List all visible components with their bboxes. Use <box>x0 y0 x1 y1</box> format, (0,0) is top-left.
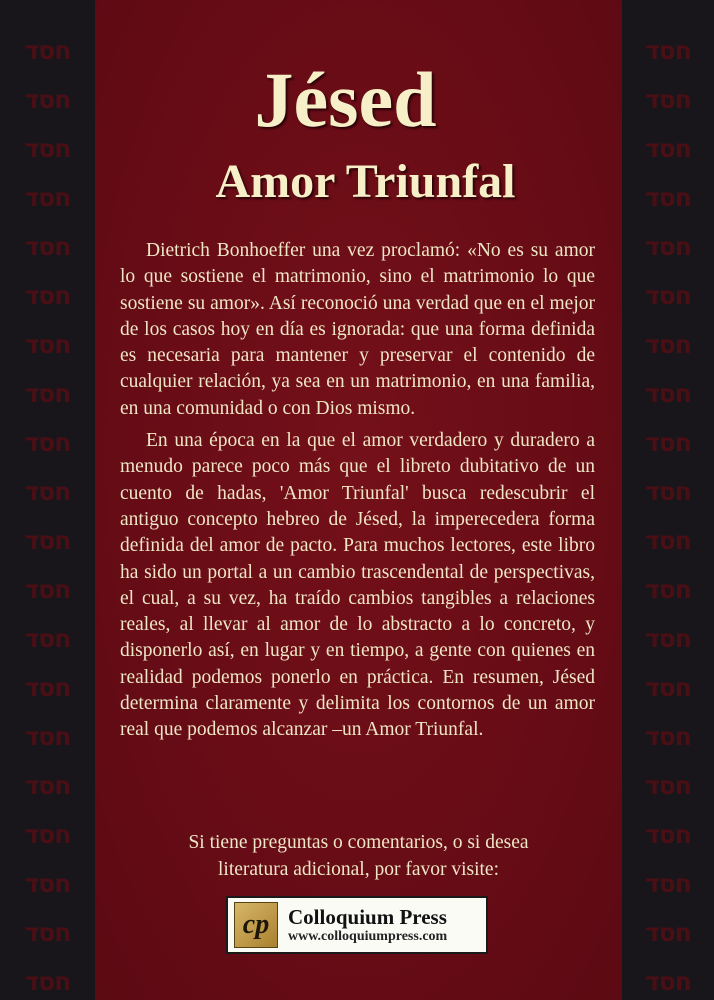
book-subtitle: Amor Triunfal <box>215 155 516 208</box>
hebrew-hesed-mark: חסד <box>645 575 691 604</box>
left-side-pattern <box>0 0 95 1000</box>
hebrew-hesed-mark: חסד <box>645 281 691 310</box>
hebrew-hesed-mark: חסד <box>24 232 71 261</box>
hebrew-hesed-mark: חסד <box>24 575 71 604</box>
hebrew-hesed-mark: חסד <box>24 36 71 65</box>
contact-note <box>95 829 622 883</box>
hebrew-hesed-mark: חסד <box>645 477 691 506</box>
blurb-text <box>120 238 595 750</box>
right-side-pattern <box>622 0 714 1000</box>
hebrew-hesed-mark: חסד <box>645 85 691 114</box>
contact-line-2: literatura adicional, por favor visite: <box>217 859 500 880</box>
hebrew-hesed-mark: חסד <box>24 281 71 310</box>
hebrew-hesed-mark: חסד <box>24 918 71 947</box>
blurb-paragraph-1: Dietrich Bonhoeffer una vez proclamó: «No es su amor lo que sostiene el matrimonio, sino el matrimonio lo que sostiene su amor». Así reconoció una verdad que en el mejor de los casos hoy en día es ignorada: que una forma definida es necesaria para mantener y preservar el contenido de cualquier relación, ya sea en un matrimonio, en una familia, en una comunidad o con Dios mismo. <box>120 240 595 419</box>
publisher-text <box>288 905 447 945</box>
hebrew-hesed-mark: חסד <box>24 379 71 408</box>
hebrew-hesed-mark: חסד <box>645 918 691 947</box>
hebrew-hesed-mark: חסד <box>645 526 691 555</box>
hebrew-hesed-mark: חסד <box>24 183 71 212</box>
blurb-paragraph-2: En una época en la que el amor verdadero y duradero a menudo parece poco más que el libreto dubitativo de un cuento de hadas, 'Amor Triunfal' busca redescubrir el antiguo concepto hebreo de Jésed, la imperecedera forma definida del amor de pacto. Para muchos lectores, este libro ha sido un portal a un cambio trascendental de perspectivas, el cual, a su vez, ha traído cambios tangibles a relaciones reales, al llevar al amor de lo abstracto a lo concreto, y disponerlo así, en lugar y en tiempo, a gente con quienes en realidad podemos ponerlo en práctica. En resumen, Jésed determina claramente y delimita los contornos de un amor real que podemos alcanzar –un Amor Triunfal. <box>120 430 595 741</box>
back-cover-panel <box>95 0 622 1000</box>
hebrew-hesed-mark: חסד <box>645 232 691 261</box>
hebrew-hesed-mark: חסד <box>24 134 71 163</box>
hebrew-hesed-mark: חסד <box>645 624 691 653</box>
hebrew-hesed-mark: חסד <box>645 134 691 163</box>
publisher-badge[interactable] <box>226 896 488 954</box>
publisher-name: Colloquium Press <box>288 905 447 929</box>
contact-line-1: Si tiene preguntas o comentarios, o si desea <box>188 832 529 853</box>
book-title: Jésed <box>254 56 437 143</box>
hebrew-hesed-mark: חסד <box>645 183 691 212</box>
hebrew-hesed-mark: חסד <box>24 477 71 506</box>
hebrew-hesed-mark: חסד <box>645 673 691 702</box>
publisher-logo: cp <box>234 902 278 948</box>
hebrew-hesed-mark: חסד <box>24 330 71 359</box>
hebrew-hesed-mark: חסד <box>24 967 71 996</box>
hebrew-hesed-mark: חסד <box>24 771 71 800</box>
hebrew-hesed-mark: חסד <box>645 330 691 359</box>
hebrew-hesed-mark: חסד <box>24 869 71 898</box>
hebrew-hesed-mark: חסד <box>645 722 691 751</box>
hebrew-hesed-mark: חסד <box>645 379 691 408</box>
hebrew-hesed-mark: חסד <box>645 36 691 65</box>
hebrew-hesed-mark: חסד <box>24 820 71 849</box>
hebrew-hesed-mark: חסד <box>645 869 691 898</box>
hebrew-hesed-mark: חסד <box>24 722 71 751</box>
hebrew-hesed-mark: חסד <box>645 771 691 800</box>
hebrew-hesed-mark: חסד <box>24 673 71 702</box>
hebrew-hesed-mark: חסד <box>24 624 71 653</box>
hebrew-hesed-mark: חסד <box>645 967 691 996</box>
hebrew-hesed-mark: חסד <box>645 428 691 457</box>
hebrew-hesed-mark: חסד <box>24 428 71 457</box>
title-block <box>95 56 622 210</box>
hebrew-hesed-mark: חסד <box>24 526 71 555</box>
hebrew-hesed-mark: חסד <box>24 85 71 114</box>
publisher-url[interactable]: www.colloquiumpress.com <box>288 929 448 944</box>
hebrew-hesed-mark: חסד <box>645 820 691 849</box>
